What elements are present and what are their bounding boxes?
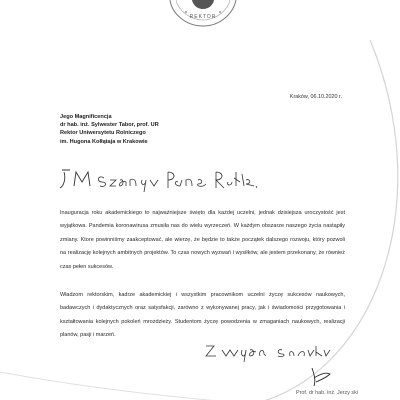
paragraph-1 (60, 207, 345, 274)
addressee-line: im. Hugona Kołłątaja w Krakowie (60, 138, 148, 145)
addressee-line: Jego Magnificencja (60, 114, 112, 120)
signature-icon (306, 364, 336, 388)
letter-date: Kraków, 06.10.2020 r. (289, 94, 342, 100)
addressee-line: Rektor Uniwersytetu Rolniczego (60, 130, 146, 137)
university-seal-icon (170, 0, 236, 26)
handwritten-salutation (58, 166, 258, 196)
seal-caption: REKTOR (189, 14, 217, 20)
paragraph-text: Władzom rektorskim, kadrze akademickiej i wszystkim pracownikom uczelni życzę sukcesów naukowych, badawczych i dydaktycznych oraz satysfakcji, zarówno z wykonywanej pracy, jak i świadomości przygotowania i kształtowania kolejnych pokoleń mrozdzieży. Studentom życzę powodzenia w zmaganiach naukowych, realizacji planów, pasji i marzeń. (60, 292, 345, 339)
paragraph-2 (60, 289, 345, 343)
addressee-line: dr hab. inż. Sylwester Tabor, prof. UR (60, 122, 159, 129)
signer-name: Prof. dr hab. inż. Jerzy ski (296, 390, 359, 396)
addressee-block (60, 113, 280, 146)
handwritten-closing (204, 340, 334, 362)
paragraph-text: Inauguracja roku akademickiego to najważniejsze święto dla każdej uczelni, jednak dzisiejsza uroczystość jest wyjątkowa. Pandemia koronawirusa zmusiła nas do wielu wyrzeczeń. W każdym obszarze naszego życia nastąpiły zmiany. Ktore powinniśmy zaakceptować, ale wierzę, że będzie to także początek dalszego rozwoju, który pozwoli na realizację kolejnych ambitnych projektów. To czas nowych wyzwań i wysiłków, ale jestem przekonany, że również czas pełen sukcesów. (60, 210, 345, 270)
